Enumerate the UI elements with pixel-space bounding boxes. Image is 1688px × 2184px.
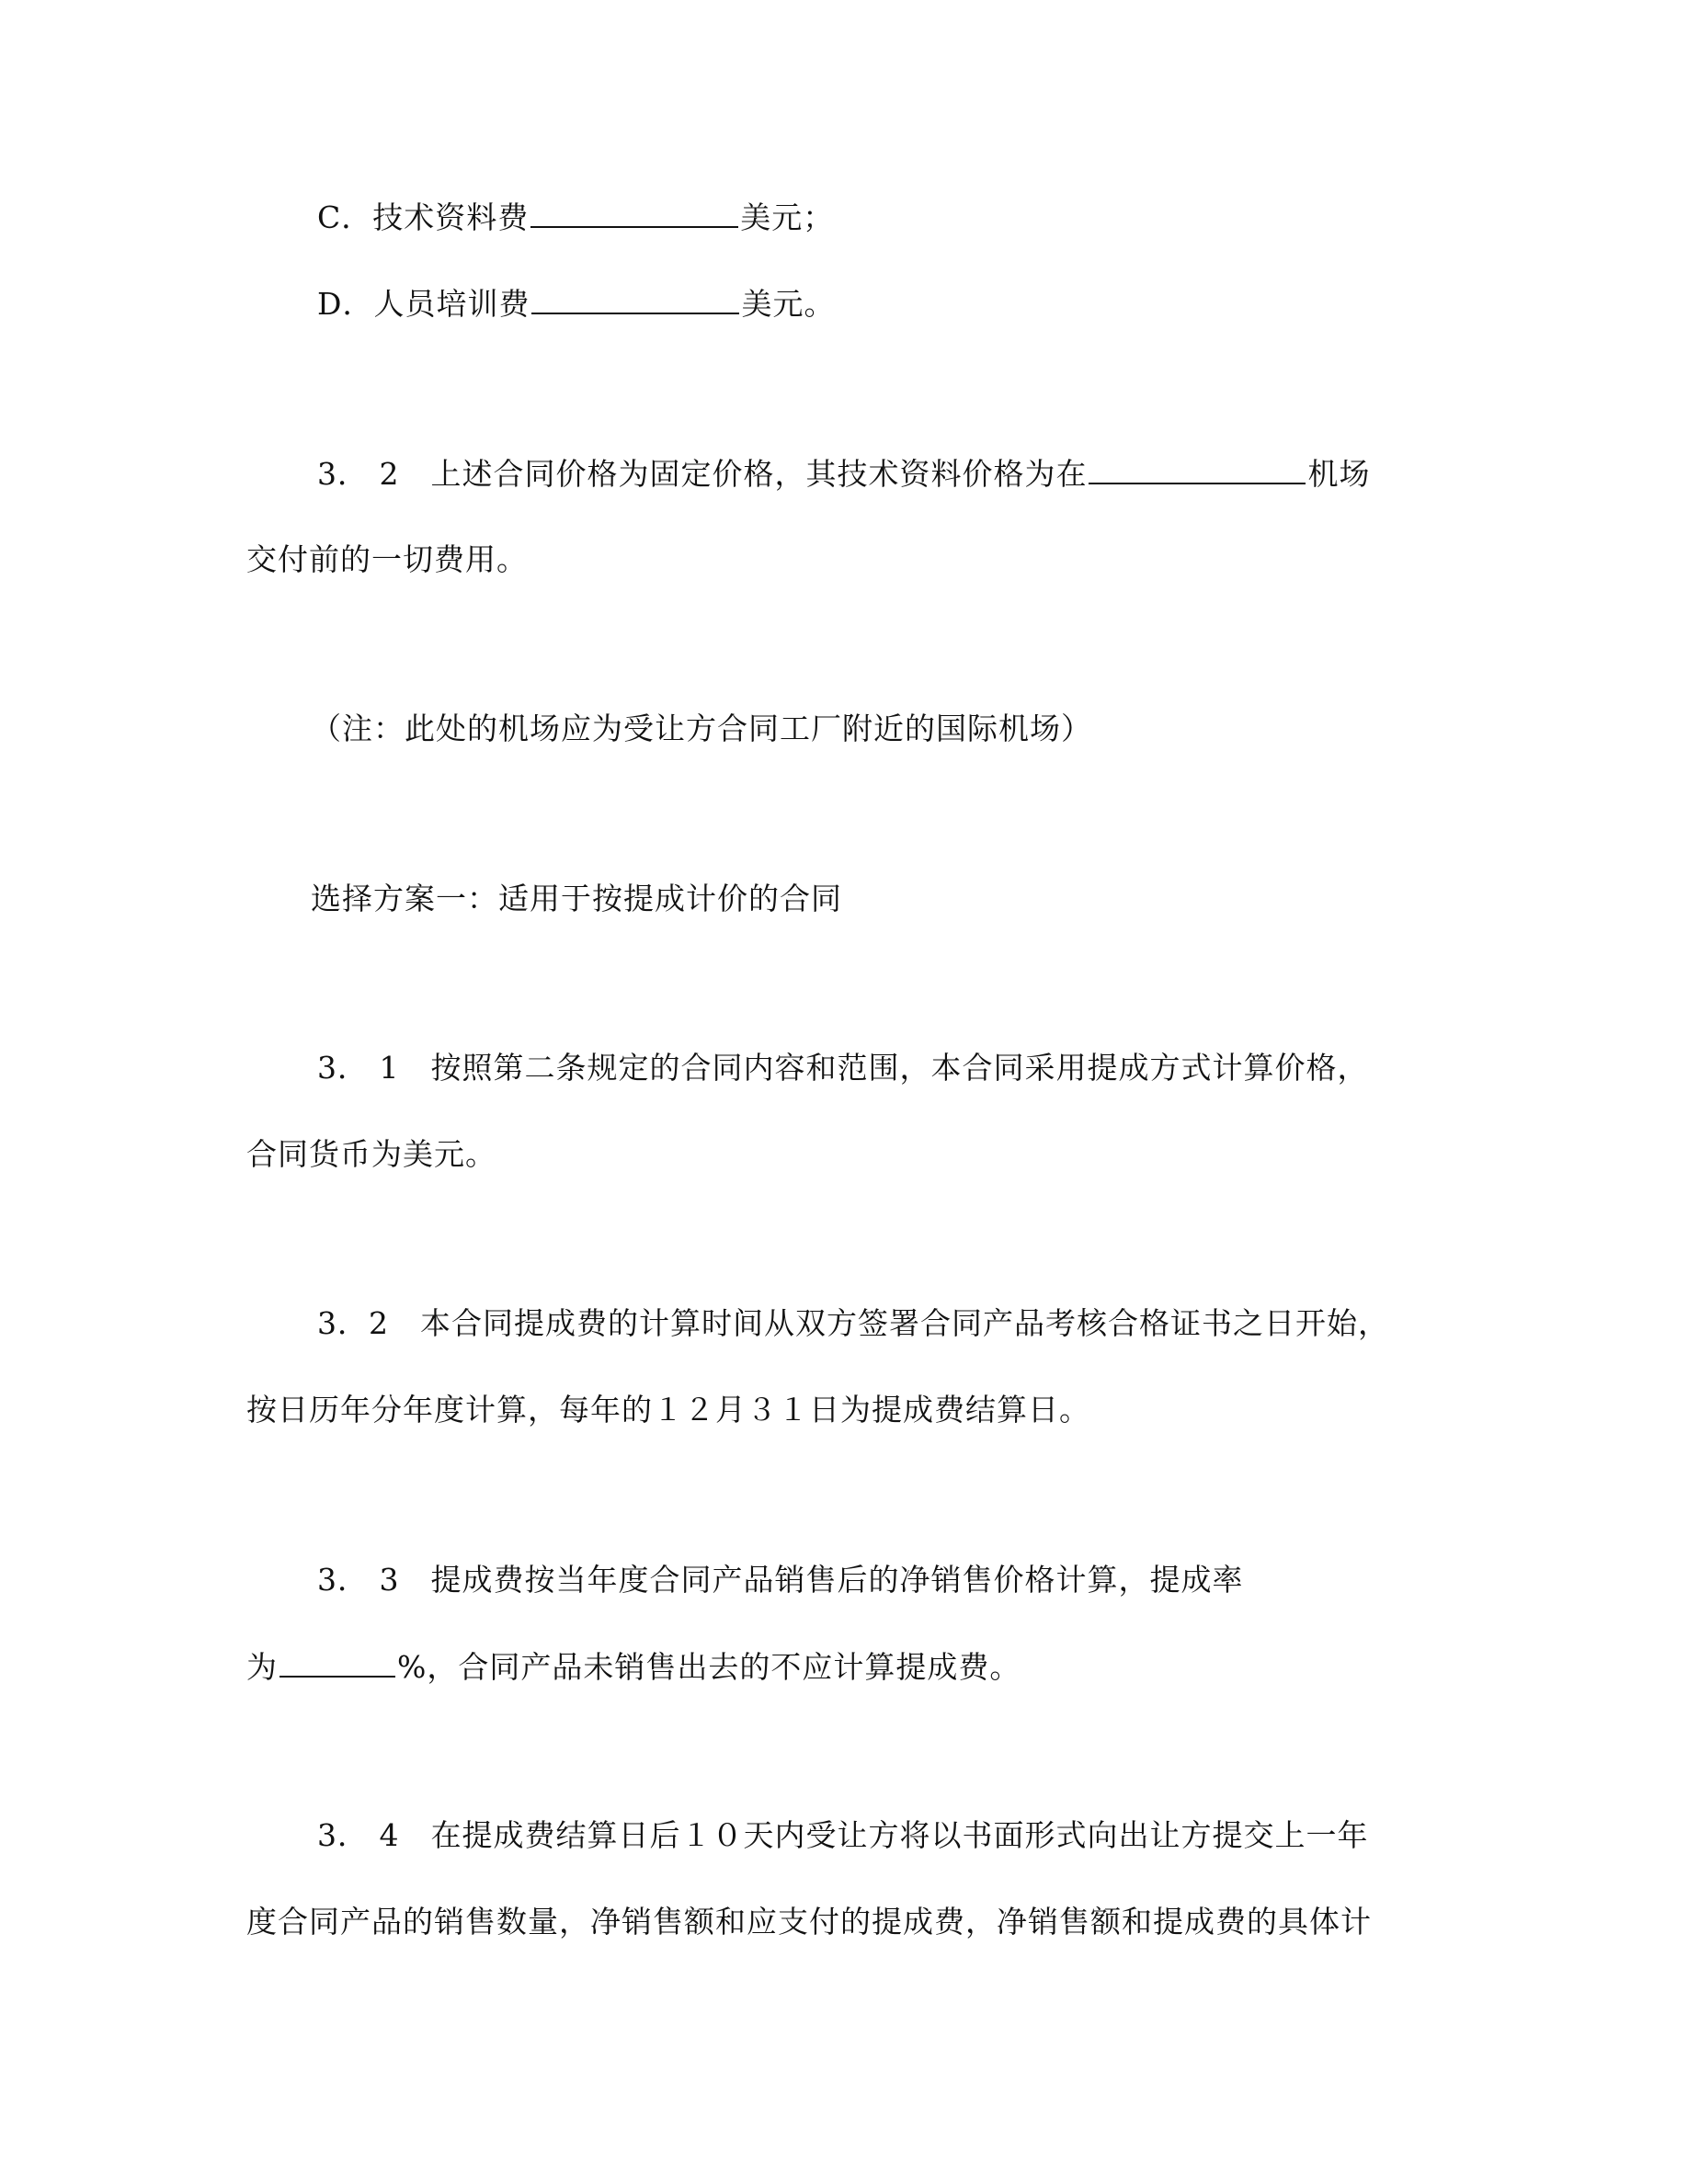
clause-3-2-fixed-airport: 机场 — [1307, 456, 1371, 492]
clause-3-4-line2: 度合同产品的销售数量，净销售额和应支付的提成费，净销售额和提成费的具体计 — [246, 1904, 1372, 1939]
clause-3-2-fixed-text: 3． 2 上述合同价格为固定价格，其技术资料价格为在 — [317, 456, 1088, 492]
airport-blank — [1089, 455, 1306, 484]
clause-3-1-line1: 3． 1 按照第二条规定的合同内容和范围，本合同采用提成方式计算价格， — [317, 1050, 1369, 1086]
item-d-line — [317, 285, 835, 323]
note-line: （注：此处的机场应为受让方合同工厂附近的国际机场） — [311, 711, 1092, 746]
clause-3-2-line2: 按日历年分年度计算，每年的１２月３１日为提成费结算日。 — [246, 1392, 1090, 1428]
item-c-line — [317, 199, 834, 236]
clause-3-3-line2 — [246, 1648, 1021, 1686]
option-heading: 选择方案一：适用于按提成计价的合同 — [311, 881, 842, 916]
clause-3-3-line1: 3． 3 提成费按当年度合同产品销售后的净销售价格计算，提成率 — [317, 1562, 1244, 1598]
clause-3-2-fixed-line1 — [317, 455, 1370, 493]
clause-3-3-suffix: %，合同产品未销售出去的不应计算提成费。 — [397, 1649, 1021, 1685]
clause-3-2-line1: 3．2 本合同提成费的计算时间从双方签署合同产品考核合格证书之日开始， — [317, 1305, 1389, 1341]
item-c-blank — [530, 199, 738, 228]
item-d-unit: 美元。 — [741, 286, 836, 322]
clause-3-4-line1: 3． 4 在提成费结算日后１０天内受让方将以书面形式向出让方提交上一年 — [317, 1817, 1369, 1853]
item-c-unit: 美元； — [740, 199, 835, 235]
clause-3-3-prefix: 为 — [246, 1649, 278, 1685]
item-d-label: D．人员培训费 — [317, 286, 530, 322]
clause-3-2-fixed-line2: 交付前的一切费用。 — [246, 541, 528, 577]
clause-3-1-line2: 合同货币为美元。 — [246, 1136, 496, 1172]
item-d-blank — [531, 285, 739, 314]
item-c-label: C．技术资料费 — [317, 199, 530, 235]
rate-blank — [279, 1648, 395, 1678]
